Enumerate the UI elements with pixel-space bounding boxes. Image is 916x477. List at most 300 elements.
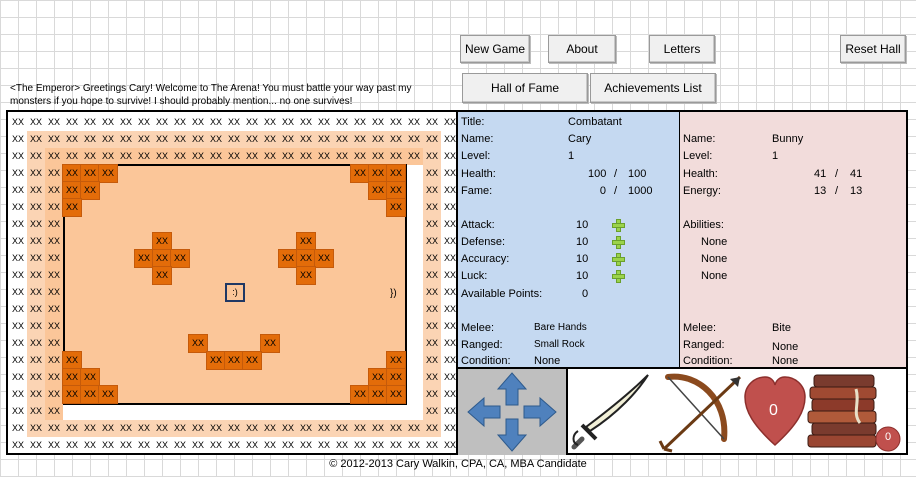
wall-cell: XX — [81, 437, 99, 454]
wall-cell: XX — [387, 420, 405, 437]
wall-cell: XX — [27, 233, 45, 250]
wall-cell: XX — [405, 437, 423, 454]
player-token[interactable]: :) — [225, 283, 245, 302]
copyright-footer: © 2012-2013 Cary Walkin, CPA, CA, MBA Candidate — [329, 458, 587, 470]
monster-energy-max: 13 — [850, 185, 863, 197]
about-button[interactable]: About — [548, 35, 616, 63]
wall-cell: XX — [45, 267, 63, 284]
wall-cell: XX — [45, 437, 63, 454]
wall-cell: XX — [9, 114, 27, 131]
wall-cell: XX — [153, 148, 171, 165]
attack-plus-icon[interactable] — [611, 218, 625, 232]
wall-cell: XX — [9, 437, 27, 454]
obstacle-block: XX — [387, 386, 405, 403]
monster-energy-current: 13 — [814, 185, 827, 197]
wall-cell: XX — [45, 148, 63, 165]
obstacle-block: XX — [279, 250, 297, 267]
wall-cell: XX — [225, 420, 243, 437]
wall-cell: XX — [9, 216, 27, 233]
wall-cell: XX — [45, 369, 63, 386]
wall-cell: XX — [441, 182, 458, 199]
obstacle-block: XX — [297, 267, 315, 284]
hall-of-fame-button[interactable]: Hall of Fame — [462, 73, 588, 103]
obstacle-block: XX — [153, 250, 171, 267]
wall-cell: XX — [9, 420, 27, 437]
action-icon-strip — [458, 367, 908, 455]
wall-cell: XX — [189, 148, 207, 165]
wall-cell: XX — [63, 420, 81, 437]
arena-grid — [6, 110, 458, 455]
wall-cell: XX — [423, 216, 441, 233]
monster-ranged-label: Ranged: — [683, 339, 725, 351]
wall-cell: XX — [423, 233, 441, 250]
wall-cell: XX — [225, 437, 243, 454]
obstacle-block: XX — [63, 352, 81, 369]
obstacle-block: XX — [99, 165, 117, 182]
wall-cell: XX — [9, 335, 27, 352]
achievements-list-button[interactable]: Achievements List — [590, 73, 716, 103]
monster-energy-label: Energy: — [683, 185, 721, 197]
wall-cell: XX — [297, 148, 315, 165]
wall-cell: XX — [279, 131, 297, 148]
bow-and-arrow-icon[interactable] — [658, 369, 746, 455]
wall-cell: XX — [27, 420, 45, 437]
wall-cell: XX — [333, 437, 351, 454]
player-fame-current: 0 — [599, 185, 606, 197]
wall-cell: XX — [45, 114, 63, 131]
player-defense: 10 — [576, 236, 589, 248]
wall-cell: XX — [45, 216, 63, 233]
wall-cell: XX — [189, 114, 207, 131]
wall-cell: XX — [315, 131, 333, 148]
obstacle-block: XX — [297, 233, 315, 250]
emperor-message: <The Emperor> Greetings Cary! Welcome to The Arena! You must battle your way past my monsters if you hope to survive! I should probably mention... no one survives! — [10, 83, 412, 107]
wall-cell: XX — [279, 437, 297, 454]
wall-cell: XX — [387, 437, 405, 454]
player-stats-panel — [458, 110, 680, 367]
ranged-label: Ranged: — [461, 339, 503, 351]
obstacle-block: XX — [135, 250, 153, 267]
wall-cell: XX — [27, 199, 45, 216]
wall-cell: XX — [207, 420, 225, 437]
wall-cell: XX — [45, 233, 63, 250]
wall-cell: XX — [369, 420, 387, 437]
wall-cell: XX — [423, 318, 441, 335]
monster-ability: None — [701, 270, 728, 282]
wall-cell: XX — [189, 420, 207, 437]
wall-cell: XX — [423, 284, 441, 301]
wall-cell: XX — [387, 148, 405, 165]
wall-cell: XX — [423, 267, 441, 284]
condition-label: Condition: — [461, 355, 511, 367]
wall-cell: XX — [243, 420, 261, 437]
obstacle-block: XX — [63, 182, 81, 199]
level-label: Level: — [461, 150, 491, 162]
wall-cell: XX — [117, 148, 135, 165]
obstacle-block: XX — [63, 165, 81, 182]
obstacle-block: XX — [171, 250, 189, 267]
wall-cell: XX — [189, 131, 207, 148]
wall-cell: XX — [225, 131, 243, 148]
wall-cell: XX — [27, 250, 45, 267]
wall-cell: XX — [261, 114, 279, 131]
wall-cell: XX — [153, 131, 171, 148]
wall-cell: XX — [333, 420, 351, 437]
player-fame-max: 1000 — [628, 185, 653, 197]
obstacle-block: XX — [387, 182, 405, 199]
title-label: Title: — [461, 116, 485, 128]
accuracy-label: Accuracy: — [461, 253, 510, 265]
defense-label: Defense: — [461, 236, 506, 248]
monster-condition: None — [772, 355, 799, 367]
wall-cell: XX — [423, 250, 441, 267]
wall-cell: XX — [45, 165, 63, 182]
wall-cell: XX — [441, 386, 458, 403]
monster-energy-slash: / — [835, 185, 839, 197]
wall-cell: XX — [99, 148, 117, 165]
wall-cell: XX — [27, 369, 45, 386]
wall-cell: XX — [225, 114, 243, 131]
obstacle-block: XX — [153, 267, 171, 284]
wall-cell: XX — [99, 437, 117, 454]
wall-cell: XX — [9, 318, 27, 335]
wall-cell: XX — [279, 420, 297, 437]
wall-cell: XX — [9, 369, 27, 386]
wall-cell: XX — [63, 437, 81, 454]
potion-count: 0 — [769, 402, 778, 419]
luck-plus-icon[interactable] — [611, 269, 625, 283]
wall-cell: XX — [333, 131, 351, 148]
monster-ability: None — [701, 253, 728, 265]
wall-cell: XX — [441, 352, 458, 369]
wall-cell: XX — [261, 148, 279, 165]
wall-cell: XX — [117, 437, 135, 454]
wall-cell: XX — [423, 386, 441, 403]
wall-cell: XX — [9, 267, 27, 284]
wall-cell: XX — [135, 437, 153, 454]
obstacle-block: XX — [387, 352, 405, 369]
monster-ability: None — [701, 236, 728, 248]
wall-cell: XX — [135, 148, 153, 165]
accuracy-plus-icon[interactable] — [611, 252, 625, 266]
wall-cell: XX — [117, 114, 135, 131]
wall-cell: XX — [261, 420, 279, 437]
obstacle-block: XX — [369, 386, 387, 403]
monster-level: 1 — [772, 150, 779, 162]
wall-cell: XX — [9, 301, 27, 318]
wall-cell: XX — [27, 165, 45, 182]
wall-cell: XX — [135, 114, 153, 131]
health-label: Health: — [461, 168, 496, 180]
wall-cell: XX — [171, 437, 189, 454]
obstacle-block: XX — [81, 369, 99, 386]
wall-cell: XX — [135, 420, 153, 437]
monster-melee-label: Melee: — [683, 322, 717, 334]
wall-cell: XX — [45, 284, 63, 301]
wall-cell: XX — [27, 267, 45, 284]
obstacle-block: XX — [63, 369, 81, 386]
wall-cell: XX — [441, 335, 458, 352]
obstacle-block: XX — [351, 165, 369, 182]
name-label: Name: — [461, 133, 494, 145]
obstacle-block: XX — [369, 165, 387, 182]
wall-cell: XX — [441, 284, 458, 301]
monster-stats-panel — [680, 110, 908, 367]
wall-cell: XX — [261, 437, 279, 454]
wall-cell: XX — [171, 420, 189, 437]
wall-cell: XX — [351, 131, 369, 148]
obstacle-block: XX — [315, 250, 333, 267]
wall-cell: XX — [189, 437, 207, 454]
wall-cell: XX — [297, 131, 315, 148]
obstacle-block: XX — [369, 182, 387, 199]
wall-cell: XX — [135, 131, 153, 148]
wall-cell: XX — [9, 148, 27, 165]
wall-cell: XX — [423, 352, 441, 369]
wall-cell: XX — [243, 114, 261, 131]
wall-cell: XX — [297, 437, 315, 454]
wall-cell: XX — [441, 131, 458, 148]
player-level: 1 — [568, 150, 575, 162]
wall-cell: XX — [441, 318, 458, 335]
wall-cell: XX — [9, 352, 27, 369]
wall-cell: XX — [441, 420, 458, 437]
obstacle-block: XX — [387, 369, 405, 386]
exit-token[interactable]: }) — [390, 288, 397, 299]
obstacle-block: XX — [189, 335, 207, 352]
wall-cell: XX — [9, 403, 27, 420]
wall-cell: XX — [171, 148, 189, 165]
obstacle-block: XX — [387, 199, 405, 216]
wall-cell: XX — [315, 420, 333, 437]
player-condition: None — [534, 355, 561, 367]
wall-cell: XX — [423, 335, 441, 352]
wall-cell: XX — [279, 114, 297, 131]
wall-cell: XX — [45, 318, 63, 335]
wall-cell: XX — [351, 148, 369, 165]
wall-cell: XX — [423, 165, 441, 182]
obstacle-block: XX — [63, 386, 81, 403]
wall-cell: XX — [9, 182, 27, 199]
wall-cell: XX — [9, 165, 27, 182]
wall-cell: XX — [441, 114, 458, 131]
player-melee: Bare Hands — [534, 322, 587, 333]
sword-icon[interactable] — [568, 369, 658, 455]
obstacle-block: XX — [351, 386, 369, 403]
wall-cell: XX — [171, 131, 189, 148]
wall-cell: XX — [423, 114, 441, 131]
wall-cell: XX — [423, 437, 441, 454]
wall-cell: XX — [9, 131, 27, 148]
fame-label: Fame: — [461, 185, 493, 197]
movement-pad[interactable] — [458, 369, 568, 455]
player-accuracy: 10 — [576, 253, 589, 265]
wall-cell: XX — [261, 131, 279, 148]
obstacle-block: XX — [369, 369, 387, 386]
available-points-label: Available Points: — [461, 288, 543, 300]
wall-cell: XX — [369, 437, 387, 454]
wall-cell: XX — [81, 420, 99, 437]
monster-ranged: None — [772, 341, 799, 353]
wall-cell: XX — [441, 369, 458, 386]
wall-cell: XX — [27, 386, 45, 403]
wall-cell: XX — [45, 131, 63, 148]
wall-cell: XX — [27, 131, 45, 148]
wall-cell: XX — [27, 114, 45, 131]
wall-cell: XX — [99, 131, 117, 148]
wall-cell: XX — [441, 267, 458, 284]
wall-cell: XX — [243, 148, 261, 165]
wall-cell: XX — [243, 131, 261, 148]
player-ranged: Small Rock — [534, 339, 585, 350]
wall-cell: XX — [45, 250, 63, 267]
reset-hall-button[interactable]: Reset Hall — [840, 35, 906, 63]
monster-health-slash: / — [835, 168, 839, 180]
wall-cell: XX — [81, 114, 99, 131]
wall-cell: XX — [153, 437, 171, 454]
player-attack: 10 — [576, 219, 589, 231]
wall-cell: XX — [27, 148, 45, 165]
wall-cell: XX — [27, 403, 45, 420]
wall-cell: XX — [243, 437, 261, 454]
wall-cell: XX — [9, 199, 27, 216]
wall-cell: XX — [63, 131, 81, 148]
wall-cell: XX — [207, 148, 225, 165]
new-game-button[interactable]: New Game — [460, 35, 530, 63]
wall-cell: XX — [9, 250, 27, 267]
wall-cell: XX — [171, 114, 189, 131]
letters-button[interactable]: Letters — [649, 35, 715, 63]
wall-cell: XX — [45, 182, 63, 199]
wall-cell: XX — [45, 335, 63, 352]
wall-cell: XX — [99, 114, 117, 131]
wall-cell: XX — [441, 403, 458, 420]
move-arrows-icon[interactable] — [458, 369, 566, 455]
wall-cell: XX — [405, 420, 423, 437]
wall-cell: XX — [423, 403, 441, 420]
wall-cell: XX — [9, 284, 27, 301]
obstacle-block: XX — [81, 182, 99, 199]
wall-cell: XX — [351, 437, 369, 454]
wall-cell: XX — [441, 301, 458, 318]
monster-name-label: Name: — [683, 133, 716, 145]
wall-cell: XX — [27, 352, 45, 369]
wall-cell: XX — [441, 199, 458, 216]
wall-cell: XX — [297, 114, 315, 131]
player-health-current: 100 — [588, 168, 607, 180]
wall-cell: XX — [9, 233, 27, 250]
wall-cell: XX — [423, 199, 441, 216]
wall-cell: XX — [423, 420, 441, 437]
monster-health-label: Health: — [683, 168, 718, 180]
monster-melee: Bite — [772, 322, 791, 334]
obstacle-block: XX — [81, 386, 99, 403]
wall-cell: XX — [27, 437, 45, 454]
melee-label: Melee: — [461, 322, 495, 334]
wall-cell: XX — [153, 114, 171, 131]
wall-cell: XX — [63, 114, 81, 131]
wall-cell: XX — [423, 369, 441, 386]
wall-cell: XX — [369, 114, 387, 131]
monster-condition-label: Condition: — [683, 355, 733, 367]
wall-cell: XX — [27, 216, 45, 233]
player-luck: 10 — [576, 270, 589, 282]
obstacle-block: XX — [81, 165, 99, 182]
wall-cell: XX — [117, 420, 135, 437]
wall-cell: XX — [27, 318, 45, 335]
monster-name: Bunny — [772, 133, 804, 145]
obstacle-block: XX — [207, 352, 225, 369]
obstacle-block: XX — [243, 352, 261, 369]
wall-cell: XX — [45, 386, 63, 403]
wall-cell: XX — [99, 420, 117, 437]
monster-health-max: 41 — [850, 168, 863, 180]
obstacle-block: XX — [63, 199, 81, 216]
obstacle-block: XX — [297, 250, 315, 267]
wall-cell: XX — [207, 131, 225, 148]
monster-health-current: 41 — [814, 168, 827, 180]
wall-cell: XX — [351, 420, 369, 437]
wall-cell: XX — [117, 131, 135, 148]
wall-cell: XX — [315, 437, 333, 454]
wall-cell: XX — [441, 437, 458, 454]
wall-cell: XX — [45, 352, 63, 369]
player-name: Cary — [568, 133, 592, 145]
defense-plus-icon[interactable] — [611, 235, 625, 249]
wall-cell: XX — [441, 233, 458, 250]
obstacle-block: XX — [153, 233, 171, 250]
wall-cell: XX — [441, 216, 458, 233]
wall-cell: XX — [423, 301, 441, 318]
wall-cell: XX — [81, 148, 99, 165]
player-title: Combatant — [568, 116, 622, 128]
wall-cell: XX — [369, 148, 387, 165]
wall-cell: XX — [351, 114, 369, 131]
wall-cell: XX — [387, 114, 405, 131]
wall-cell: XX — [27, 335, 45, 352]
wall-cell: XX — [279, 148, 297, 165]
wall-cell: XX — [315, 148, 333, 165]
wall-cell: XX — [27, 182, 45, 199]
obstacle-block: XX — [387, 165, 405, 182]
wall-cell: XX — [153, 420, 171, 437]
luck-label: Luck: — [461, 270, 488, 282]
book-count: 0 — [885, 431, 892, 443]
wall-cell: XX — [441, 148, 458, 165]
fame-slash: / — [614, 185, 618, 197]
wall-cell: XX — [27, 284, 45, 301]
wall-cell: XX — [405, 114, 423, 131]
wall-cell: XX — [423, 131, 441, 148]
wall-cell: XX — [225, 148, 243, 165]
obstacle-block: XX — [99, 386, 117, 403]
wall-cell: XX — [369, 131, 387, 148]
abilities-label: Abilities: — [683, 219, 724, 231]
wall-cell: XX — [45, 403, 63, 420]
wall-cell: XX — [441, 165, 458, 182]
wall-cell: XX — [315, 114, 333, 131]
wall-cell: XX — [207, 437, 225, 454]
wall-cell: XX — [45, 420, 63, 437]
wall-cell: XX — [207, 114, 225, 131]
wall-cell: XX — [405, 131, 423, 148]
monster-level-label: Level: — [683, 150, 713, 162]
health-slash: / — [614, 168, 618, 180]
obstacle-block: XX — [261, 335, 279, 352]
wall-cell: XX — [9, 386, 27, 403]
wall-cell: XX — [297, 420, 315, 437]
player-available-points: 0 — [582, 288, 589, 300]
